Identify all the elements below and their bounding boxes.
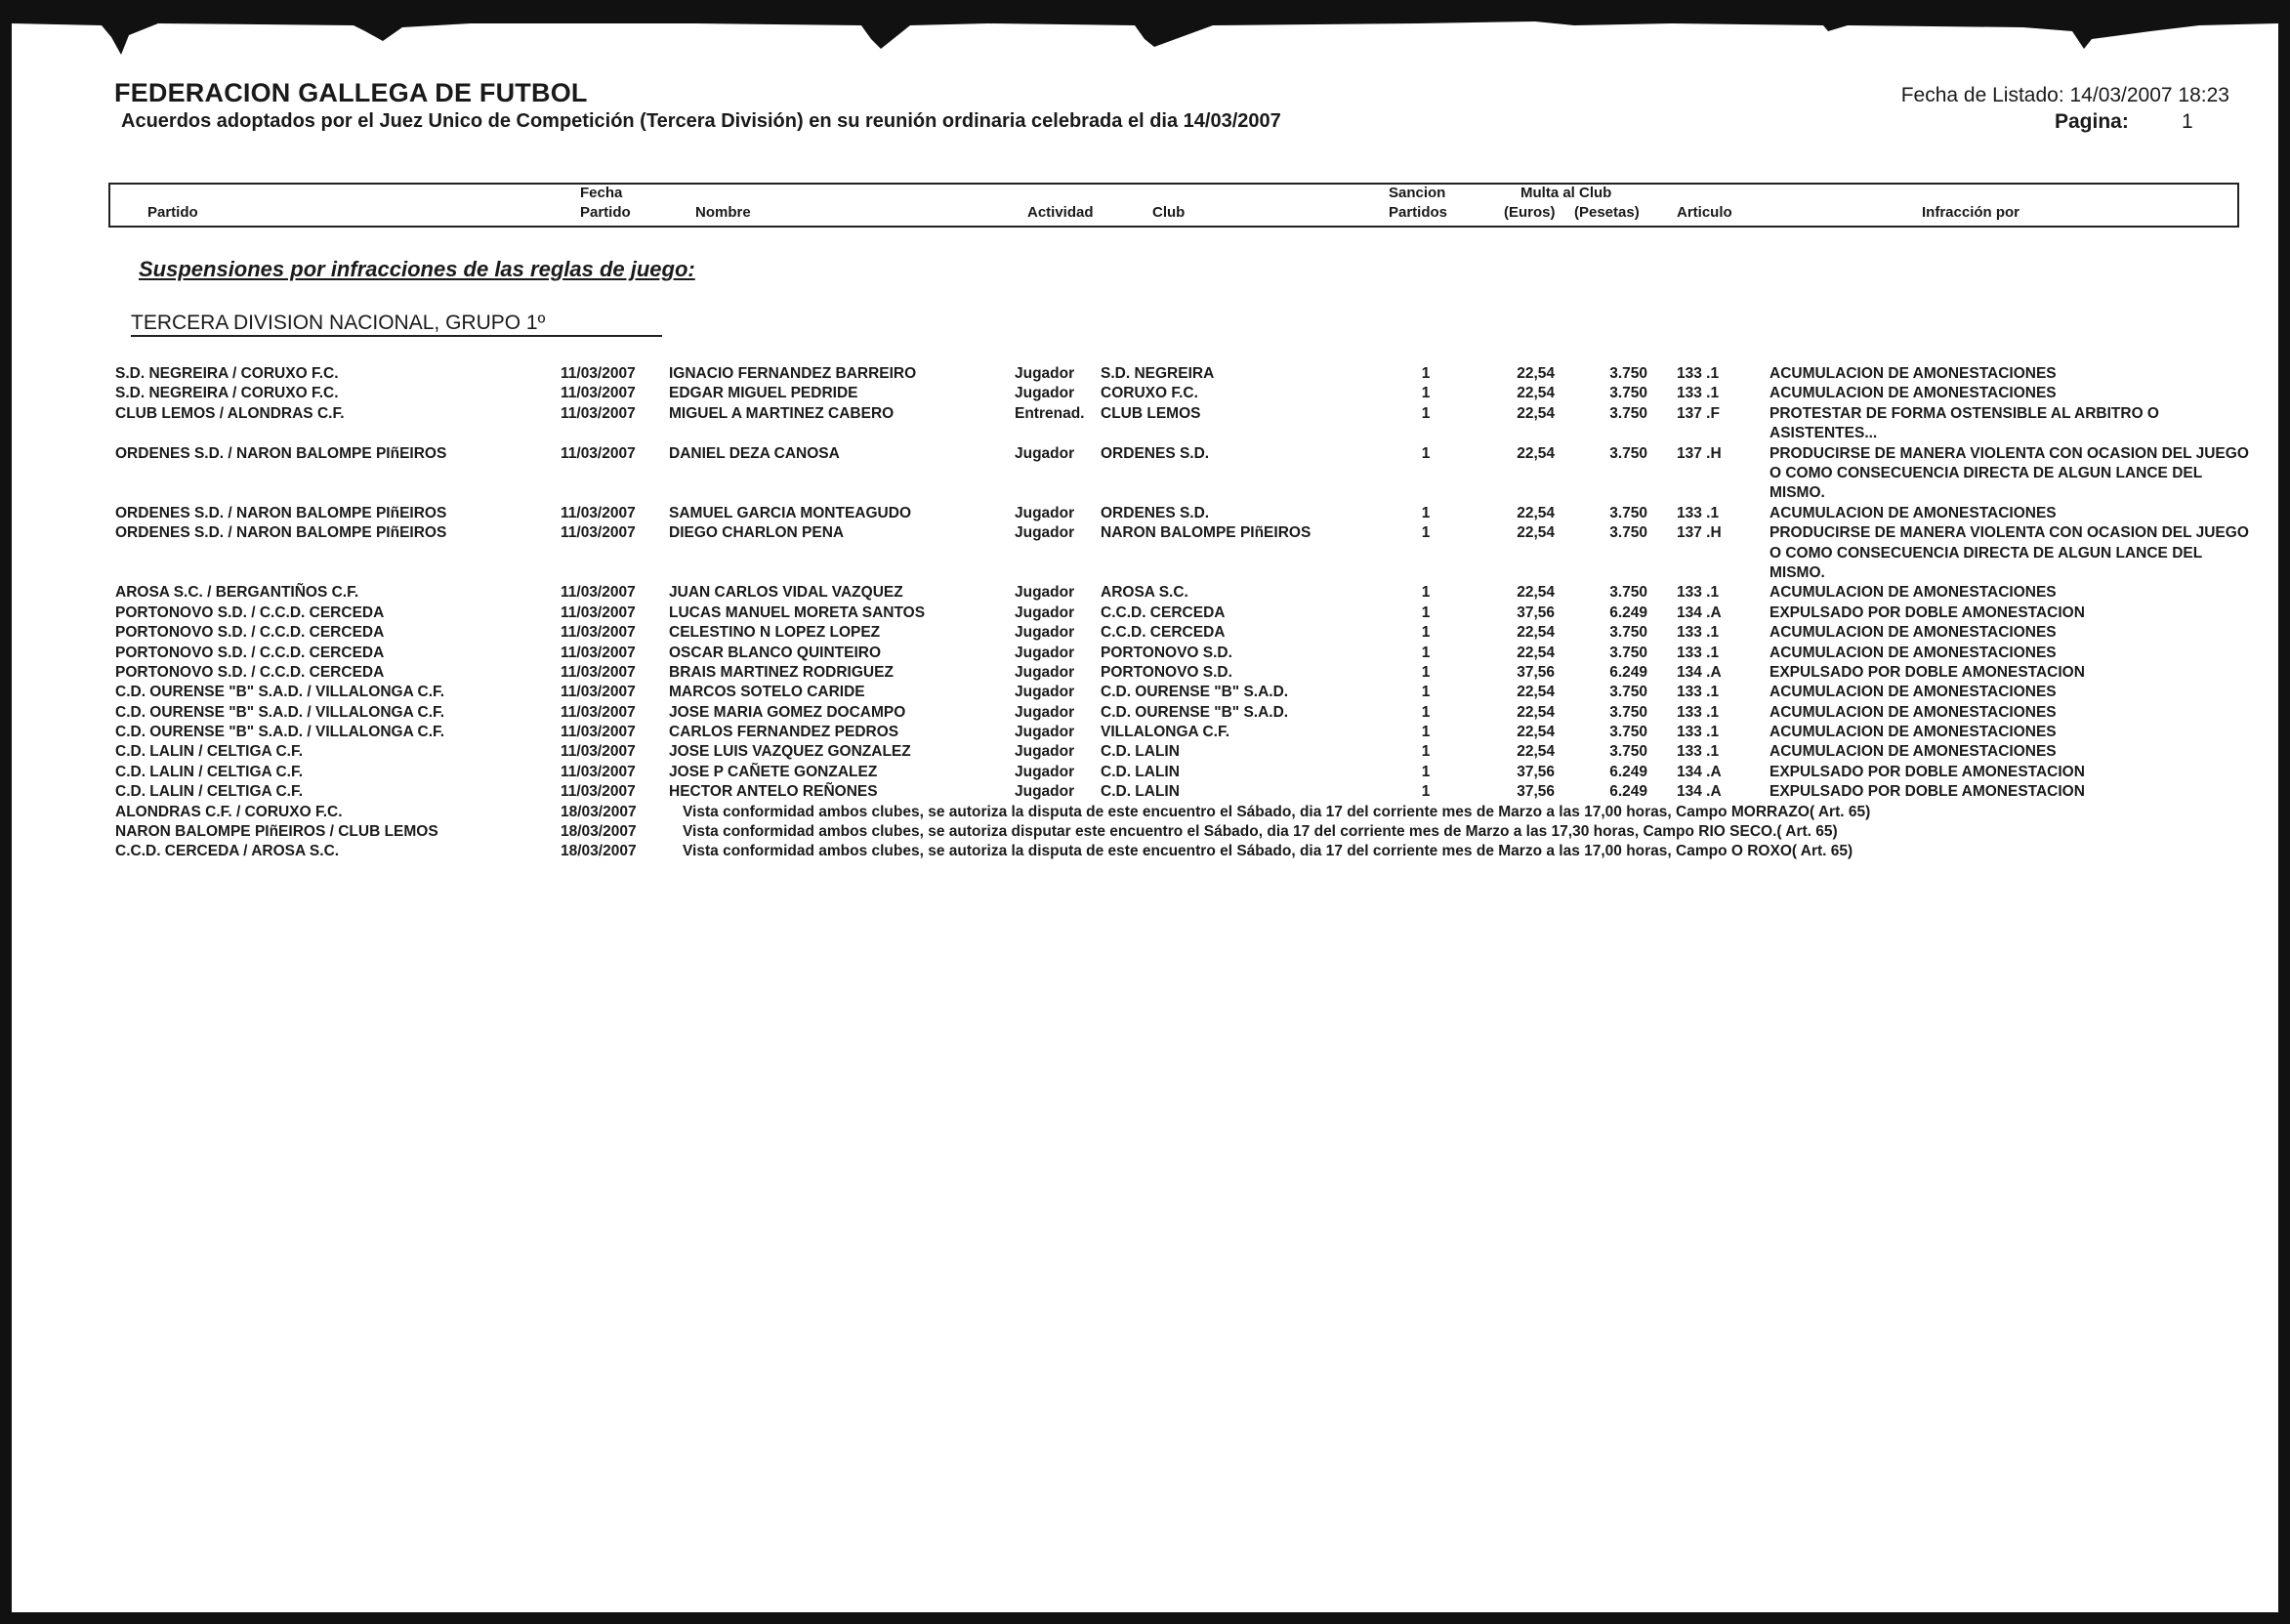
fecha-cell: 11/03/2007 xyxy=(561,385,636,402)
table-row xyxy=(12,683,2290,702)
infraccion-cell: ACUMULACION DE AMONESTACIONES xyxy=(1770,644,2057,661)
club-cell: NARON BALOMPE PIñEIROS xyxy=(1101,524,1312,542)
articulo-cell: 133 .1 xyxy=(1677,385,1720,402)
table-row xyxy=(12,644,2290,663)
torn-top-edge xyxy=(12,10,2278,68)
partido-cell: C.C.D. CERCEDA / AROSA S.C. xyxy=(115,843,340,860)
table-row xyxy=(12,742,2290,762)
fecha-cell: 11/03/2007 xyxy=(561,644,636,661)
nombre-cell: IGNACIO FERNANDEZ BARREIRO xyxy=(669,365,917,382)
listing-date: Fecha de Listado: 14/03/2007 18:23 xyxy=(1900,84,2229,106)
club-cell: C.C.D. CERCEDA xyxy=(1101,624,1226,642)
actividad-cell: Jugador xyxy=(1015,684,1075,701)
euros-cell: 37,56 xyxy=(1517,763,1555,780)
club-cell: C.D. LALIN xyxy=(1101,763,1180,780)
articulo-cell: 133 .1 xyxy=(1677,644,1720,661)
euros-cell: 37,56 xyxy=(1517,604,1555,621)
nombre-cell: DIEGO CHARLON PENA xyxy=(669,524,845,542)
col-nombre: Nombre xyxy=(695,204,751,221)
pesetas-cell: 6.249 xyxy=(1609,763,1647,780)
sancion-cell: 1 xyxy=(1421,404,1431,422)
nombre-cell: JOSE LUIS VAZQUEZ GONZALEZ xyxy=(669,743,911,761)
pesetas-cell: 3.750 xyxy=(1609,724,1647,741)
partido-cell: AROSA S.C. / BERGANTIÑOS C.F. xyxy=(115,584,359,602)
euros-cell: 22,54 xyxy=(1517,703,1555,721)
sancion-cell: 1 xyxy=(1421,584,1431,602)
nombre-cell: JOSE P CAÑETE GONZALEZ xyxy=(669,763,878,780)
col-fecha-2: Partido xyxy=(580,204,631,221)
nombre-cell: LUCAS MANUEL MORETA SANTOS xyxy=(669,604,926,621)
pesetas-cell: 3.750 xyxy=(1609,584,1647,602)
fecha-cell: 11/03/2007 xyxy=(561,783,636,801)
club-cell: C.C.D. CERCEDA xyxy=(1101,604,1226,621)
pesetas-cell: 6.249 xyxy=(1609,663,1647,681)
sancion-cell: 1 xyxy=(1421,783,1431,801)
infraccion-cell: ACUMULACION DE AMONESTACIONES xyxy=(1770,365,2057,382)
infraccion-cell: ACUMULACION DE AMONESTACIONES xyxy=(1770,504,2057,521)
partido-cell: C.D. LALIN / CELTIGA C.F. xyxy=(115,763,304,780)
infraccion-cell: PRODUCIRSE DE MANERA VIOLENTA CON OCASION DEL JUEGO O COMO CONSECUENCIA DIRECTA DE ALGUN LANCE DEL MISMO. xyxy=(1770,444,2249,502)
group-title: TERCERA DIVISION NACIONAL, GRUPO 1º xyxy=(131,312,546,334)
pesetas-cell: 3.750 xyxy=(1609,365,1647,382)
euros-cell: 22,54 xyxy=(1517,724,1555,741)
articulo-cell: 134 .A xyxy=(1677,663,1722,681)
club-cell: CORUXO F.C. xyxy=(1101,385,1198,402)
euros-cell: 22,54 xyxy=(1517,624,1555,642)
table-row xyxy=(12,444,2290,504)
infraccion-cell: EXPULSADO POR DOBLE AMONESTACION xyxy=(1770,763,2085,780)
partido-cell: NARON BALOMPE PIñEIROS / CLUB LEMOS xyxy=(115,823,438,841)
col-actividad: Actividad xyxy=(1027,204,1094,221)
articulo-cell: 133 .1 xyxy=(1677,504,1720,521)
table-row xyxy=(12,604,2290,623)
table-row xyxy=(12,782,2290,802)
partido-cell: ORDENES S.D. / NARON BALOMPE PIñEIROS xyxy=(115,444,447,462)
col-sancion-2: Partidos xyxy=(1389,204,1448,221)
table-row xyxy=(12,663,2290,683)
actividad-cell: Jugador xyxy=(1015,504,1075,521)
fecha-cell: 11/03/2007 xyxy=(561,444,636,462)
infraccion-cell: PRODUCIRSE DE MANERA VIOLENTA CON OCASION DEL JUEGO O COMO CONSECUENCIA DIRECTA DE ALGUN LANCE DEL MISMO. xyxy=(1770,524,2249,581)
note-row xyxy=(12,822,2290,842)
euros-cell: 22,54 xyxy=(1517,644,1555,661)
nombre-cell: HECTOR ANTELO REÑONES xyxy=(669,783,878,801)
articulo-cell: 137 .H xyxy=(1677,524,1722,542)
euros-cell: 37,56 xyxy=(1517,783,1555,801)
pesetas-cell: 3.750 xyxy=(1609,624,1647,642)
sancion-cell: 1 xyxy=(1421,604,1431,621)
club-cell: C.D. LALIN xyxy=(1101,743,1180,761)
fecha-cell: 11/03/2007 xyxy=(561,404,636,422)
nombre-cell: CELESTINO N LOPEZ LOPEZ xyxy=(669,624,881,642)
articulo-cell: 133 .1 xyxy=(1677,684,1720,701)
club-cell: S.D. NEGREIRA xyxy=(1101,365,1215,382)
col-fecha-1: Fecha xyxy=(580,185,623,201)
actividad-cell: Jugador xyxy=(1015,385,1075,402)
table-row xyxy=(12,384,2290,403)
fecha-cell: 11/03/2007 xyxy=(561,703,636,721)
page-label: Pagina: xyxy=(2055,110,2129,133)
articulo-cell: 133 .1 xyxy=(1677,624,1720,642)
articulo-cell: 137 .H xyxy=(1677,444,1722,462)
actividad-cell: Jugador xyxy=(1015,604,1075,621)
nombre-cell: MARCOS SOTELO CARIDE xyxy=(669,684,865,701)
club-cell: C.D. OURENSE "B" S.A.D. xyxy=(1101,703,1289,721)
club-cell: VILLALONGA C.F. xyxy=(1101,724,1230,741)
fecha-cell: 11/03/2007 xyxy=(561,504,636,521)
partido-cell: PORTONOVO S.D. / C.C.D. CERCEDA xyxy=(115,604,385,621)
partido-cell: PORTONOVO S.D. / C.C.D. CERCEDA xyxy=(115,644,385,661)
page-number: 1 xyxy=(2182,110,2193,133)
club-cell: AROSA S.C. xyxy=(1101,584,1188,602)
actividad-cell: Jugador xyxy=(1015,584,1075,602)
euros-cell: 22,54 xyxy=(1517,743,1555,761)
fecha-cell: 11/03/2007 xyxy=(561,663,636,681)
articulo-cell: 137 .F xyxy=(1677,404,1720,422)
col-club: Club xyxy=(1152,204,1186,221)
partido-cell: S.D. NEGREIRA / CORUXO F.C. xyxy=(115,385,339,402)
col-infraccion: Infracción por xyxy=(1922,204,2020,221)
note-row xyxy=(12,842,2290,861)
pesetas-cell: 6.249 xyxy=(1609,783,1647,801)
fecha-cell: 11/03/2007 xyxy=(561,624,636,642)
partido-cell: ORDENES S.D. / NARON BALOMPE PIñEIROS xyxy=(115,504,447,521)
fecha-cell: 11/03/2007 xyxy=(561,365,636,382)
sancion-cell: 1 xyxy=(1421,385,1431,402)
euros-cell: 22,54 xyxy=(1517,385,1555,402)
pesetas-cell: 3.750 xyxy=(1609,703,1647,721)
note-text: Vista conformidad ambos clubes, se autoriza la disputa de este encuentro el Sábado, dia 17 del corriente mes de Marzo a las 17,00 horas, Campo MORRAZO( Art. 65) xyxy=(683,803,1871,820)
partido-cell: PORTONOVO S.D. / C.C.D. CERCEDA xyxy=(115,624,385,642)
sancion-cell: 1 xyxy=(1421,524,1431,542)
table-row xyxy=(12,763,2290,782)
nombre-cell: MIGUEL A MARTINEZ CABERO xyxy=(669,404,895,422)
note-row xyxy=(12,803,2290,822)
partido-cell: C.D. OURENSE "B" S.A.D. / VILLALONGA C.F. xyxy=(115,684,445,701)
fecha-cell: 11/03/2007 xyxy=(561,604,636,621)
fecha-cell: 11/03/2007 xyxy=(561,524,636,542)
partido-cell: C.D. LALIN / CELTIGA C.F. xyxy=(115,743,304,761)
fecha-cell: 11/03/2007 xyxy=(561,584,636,602)
fecha-cell: 18/03/2007 xyxy=(561,803,637,820)
club-cell: ORDENES S.D. xyxy=(1101,504,1210,521)
fecha-cell: 18/03/2007 xyxy=(561,823,637,841)
euros-cell: 37,56 xyxy=(1517,663,1555,681)
infraccion-cell: ACUMULACION DE AMONESTACIONES xyxy=(1770,624,2057,642)
sancion-cell: 1 xyxy=(1421,644,1431,661)
fecha-cell: 11/03/2007 xyxy=(561,743,636,761)
actividad-cell: Jugador xyxy=(1015,663,1075,681)
table-row xyxy=(12,404,2290,444)
actividad-cell: Jugador xyxy=(1015,703,1075,721)
articulo-cell: 133 .1 xyxy=(1677,365,1720,382)
nombre-cell: JOSE MARIA GOMEZ DOCAMPO xyxy=(669,703,906,721)
pesetas-cell: 3.750 xyxy=(1609,684,1647,701)
actividad-cell: Jugador xyxy=(1015,644,1075,661)
infraccion-cell: ACUMULACION DE AMONESTACIONES xyxy=(1770,385,2057,402)
sancion-cell: 1 xyxy=(1421,724,1431,741)
infraccion-cell: ACUMULACION DE AMONESTACIONES xyxy=(1770,724,2057,741)
partido-cell: C.D. LALIN / CELTIGA C.F. xyxy=(115,783,304,801)
table-row xyxy=(12,523,2290,583)
club-cell: C.D. LALIN xyxy=(1101,783,1180,801)
pesetas-cell: 3.750 xyxy=(1609,385,1647,402)
actividad-cell: Jugador xyxy=(1015,624,1075,642)
nombre-cell: BRAIS MARTINEZ RODRIGUEZ xyxy=(669,663,894,681)
table-row xyxy=(12,703,2290,723)
sancion-cell: 1 xyxy=(1421,763,1431,780)
fecha-cell: 11/03/2007 xyxy=(561,763,636,780)
document-title: FEDERACION GALLEGA DE FUTBOL xyxy=(114,78,588,107)
group-underline xyxy=(131,335,662,337)
pesetas-cell: 3.750 xyxy=(1609,644,1647,661)
euros-cell: 22,54 xyxy=(1517,365,1555,382)
euros-cell: 22,54 xyxy=(1517,524,1555,542)
actividad-cell: Jugador xyxy=(1015,444,1075,462)
articulo-cell: 134 .A xyxy=(1677,763,1722,780)
sancion-cell: 1 xyxy=(1421,624,1431,642)
partido-cell: C.D. OURENSE "B" S.A.D. / VILLALONGA C.F. xyxy=(115,724,445,741)
euros-cell: 22,54 xyxy=(1517,444,1555,462)
nombre-cell: DANIEL DEZA CANOSA xyxy=(669,444,840,462)
actividad-cell: Entrenad. xyxy=(1015,404,1085,422)
pesetas-cell: 3.750 xyxy=(1609,524,1647,542)
infraccion-cell: EXPULSADO POR DOBLE AMONESTACION xyxy=(1770,783,2085,801)
infraccion-cell: ACUMULACION DE AMONESTACIONES xyxy=(1770,684,2057,701)
table-row xyxy=(12,623,2290,643)
col-euros: (Euros) xyxy=(1504,204,1556,221)
col-pesetas: (Pesetas) xyxy=(1574,204,1640,221)
sancion-cell: 1 xyxy=(1421,743,1431,761)
articulo-cell: 133 .1 xyxy=(1677,724,1720,741)
sanctions-list xyxy=(12,364,2290,862)
fecha-cell: 11/03/2007 xyxy=(561,684,636,701)
nombre-cell: EDGAR MIGUEL PEDRIDE xyxy=(669,385,858,402)
sancion-cell: 1 xyxy=(1421,663,1431,681)
table-row xyxy=(12,504,2290,523)
club-cell: C.D. OURENSE "B" S.A.D. xyxy=(1101,684,1289,701)
infraccion-cell: PROTESTAR DE FORMA OSTENSIBLE AL ARBITRO O ASISTENTES... xyxy=(1770,404,2159,442)
nombre-cell: OSCAR BLANCO QUINTEIRO xyxy=(669,644,881,661)
nombre-cell: JUAN CARLOS VIDAL VAZQUEZ xyxy=(669,584,903,602)
sancion-cell: 1 xyxy=(1421,365,1431,382)
infraccion-cell: ACUMULACION DE AMONESTACIONES xyxy=(1770,584,2057,602)
euros-cell: 22,54 xyxy=(1517,684,1555,701)
articulo-cell: 134 .A xyxy=(1677,783,1722,801)
infraccion-cell: ACUMULACION DE AMONESTACIONES xyxy=(1770,703,2057,721)
document-subtitle: Acuerdos adoptados por el Juez Unico de Competición (Tercera División) en su reunión ordinaria celebrada el dia 14/03/2007 xyxy=(121,110,1281,132)
col-sancion-1: Sancion xyxy=(1389,185,1446,201)
fecha-cell: 18/03/2007 xyxy=(561,843,637,860)
actividad-cell: Jugador xyxy=(1015,743,1075,761)
table-row xyxy=(12,364,2290,384)
pesetas-cell: 3.750 xyxy=(1609,504,1647,521)
actividad-cell: Jugador xyxy=(1015,365,1075,382)
note-text: Vista conformidad ambos clubes, se autoriza la disputa de este encuentro el Sábado, dia 17 del corriente mes de Marzo a las 17,00 horas, Campo O ROXO( Art. 65) xyxy=(683,843,1853,860)
pesetas-cell: 3.750 xyxy=(1609,404,1647,422)
articulo-cell: 133 .1 xyxy=(1677,703,1720,721)
sancion-cell: 1 xyxy=(1421,504,1431,521)
nombre-cell: CARLOS FERNANDEZ PEDROS xyxy=(669,724,899,741)
note-text: Vista conformidad ambos clubes, se autoriza disputar este encuentro el Sábado, dia 17 del corriente mes de Marzo a las 17,30 horas, Campo RIO SECO.( Art. 65) xyxy=(683,823,1838,841)
pesetas-cell: 3.750 xyxy=(1609,743,1647,761)
partido-cell: S.D. NEGREIRA / CORUXO F.C. xyxy=(115,365,339,382)
infraccion-cell: EXPULSADO POR DOBLE AMONESTACION xyxy=(1770,663,2085,681)
articulo-cell: 133 .1 xyxy=(1677,743,1720,761)
euros-cell: 22,54 xyxy=(1517,584,1555,602)
pesetas-cell: 3.750 xyxy=(1609,444,1647,462)
pesetas-cell: 6.249 xyxy=(1609,604,1647,621)
partido-cell: C.D. OURENSE "B" S.A.D. / VILLALONGA C.F. xyxy=(115,703,445,721)
club-cell: CLUB LEMOS xyxy=(1101,404,1201,422)
actividad-cell: Jugador xyxy=(1015,724,1075,741)
partido-cell: CLUB LEMOS / ALONDRAS C.F. xyxy=(115,404,345,422)
club-cell: PORTONOVO S.D. xyxy=(1101,663,1232,681)
sancion-cell: 1 xyxy=(1421,703,1431,721)
col-partido: Partido xyxy=(147,204,198,221)
table-row xyxy=(12,583,2290,603)
euros-cell: 22,54 xyxy=(1517,404,1555,422)
col-multa: Multa al Club xyxy=(1520,185,1612,201)
articulo-cell: 134 .A xyxy=(1677,604,1722,621)
club-cell: ORDENES S.D. xyxy=(1101,444,1210,462)
partido-cell: ORDENES S.D. / NARON BALOMPE PIñEIROS xyxy=(115,524,447,542)
nombre-cell: SAMUEL GARCIA MONTEAGUDO xyxy=(669,504,911,521)
col-articulo: Articulo xyxy=(1677,204,1732,221)
actividad-cell: Jugador xyxy=(1015,763,1075,780)
partido-cell: PORTONOVO S.D. / C.C.D. CERCEDA xyxy=(115,663,385,681)
fecha-cell: 11/03/2007 xyxy=(561,724,636,741)
infraccion-cell: ACUMULACION DE AMONESTACIONES xyxy=(1770,743,2057,761)
sancion-cell: 1 xyxy=(1421,444,1431,462)
actividad-cell: Jugador xyxy=(1015,524,1075,542)
euros-cell: 22,54 xyxy=(1517,504,1555,521)
articulo-cell: 133 .1 xyxy=(1677,584,1720,602)
table-row xyxy=(12,723,2290,742)
infraccion-cell: EXPULSADO POR DOBLE AMONESTACION xyxy=(1770,604,2085,621)
club-cell: PORTONOVO S.D. xyxy=(1101,644,1232,661)
section-title: Suspensiones por infracciones de las reglas de juego: xyxy=(139,257,695,281)
partido-cell: ALONDRAS C.F. / CORUXO F.C. xyxy=(115,803,343,820)
actividad-cell: Jugador xyxy=(1015,783,1075,801)
sancion-cell: 1 xyxy=(1421,684,1431,701)
